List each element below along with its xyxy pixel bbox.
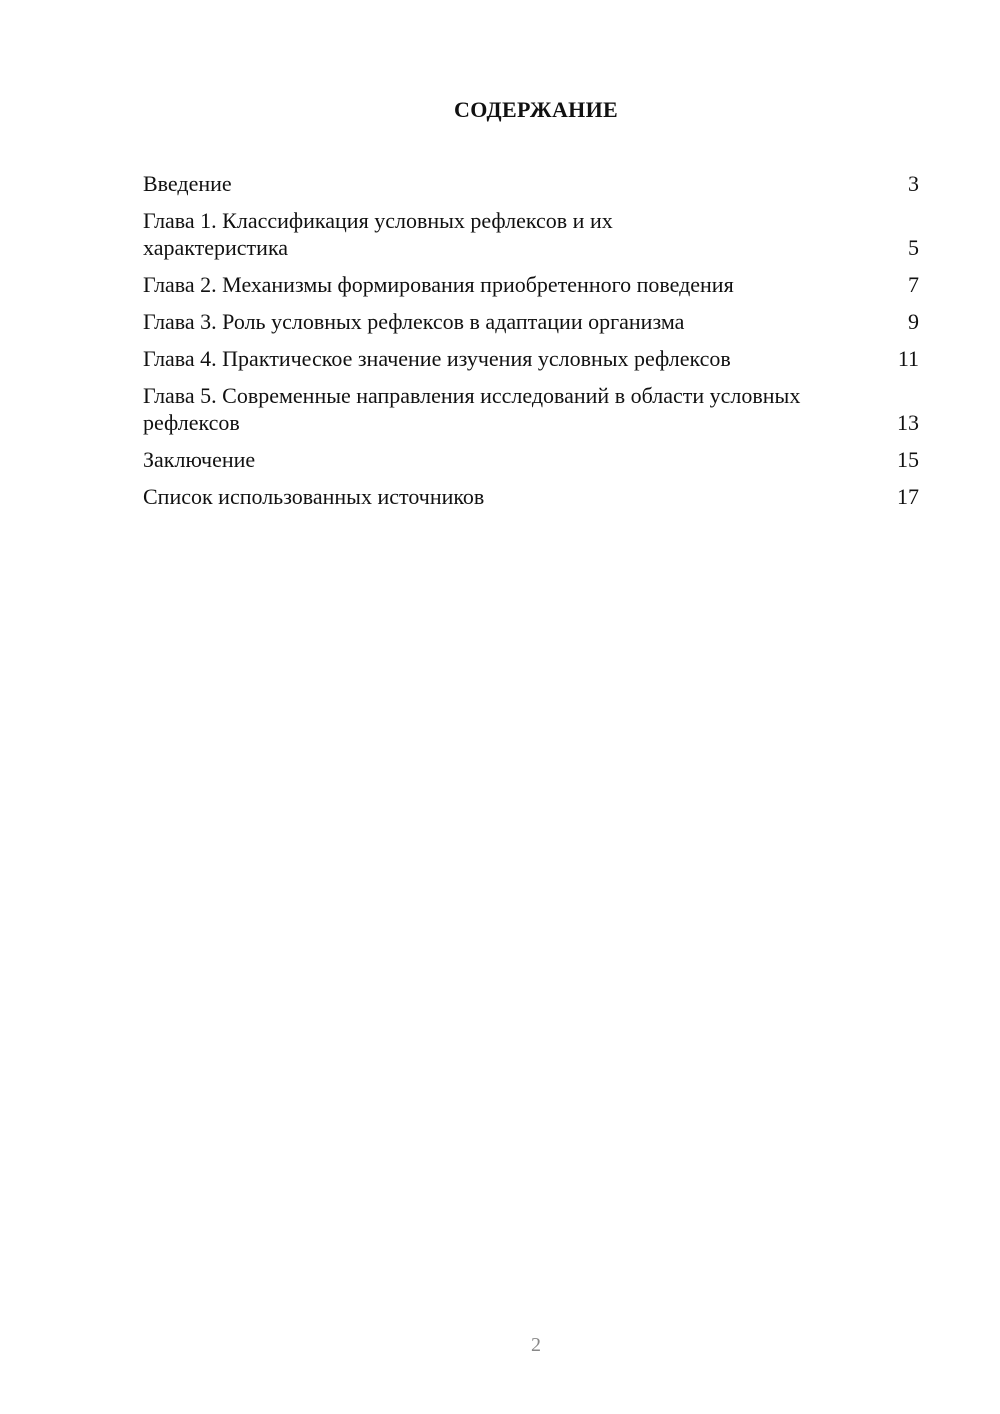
- toc-entry-text: Введение: [143, 171, 232, 196]
- toc-entry-chapter-1: [143, 207, 919, 261]
- toc-entry-text: Глава 5. Современные направления исследований в области условных рефлексов: [143, 383, 801, 435]
- toc-entry-text: Глава 1. Классификация условных рефлексов и их характеристика: [143, 208, 613, 260]
- page-title: СОДЕРЖАНИЕ: [454, 97, 618, 122]
- toc-entry-page: 17: [897, 484, 919, 509]
- table-of-contents: [143, 170, 919, 520]
- toc-entry-chapter-2: [143, 271, 919, 298]
- toc-entry-conclusion: [143, 446, 919, 473]
- toc-entry-text: Заключение: [143, 447, 256, 472]
- toc-entry-page: 3: [908, 171, 919, 196]
- page-number: 2: [531, 1334, 541, 1356]
- toc-entry-page: 11: [897, 346, 919, 371]
- toc-entry-page: 7: [908, 272, 919, 297]
- toc-entry-text: Список использованных источников: [143, 484, 485, 509]
- toc-entry-page: 9: [908, 309, 919, 334]
- toc-entry-chapter-5: [143, 382, 919, 436]
- toc-entry-chapter-3: [143, 308, 919, 335]
- toc-entry-introduction: [143, 170, 919, 197]
- toc-entry-text: Глава 4. Практическое значение изучения условных рефлексов: [143, 346, 731, 371]
- toc-entry-text: Глава 2. Механизмы формирования приобретенного поведения: [143, 272, 734, 297]
- toc-entry-references: [143, 483, 919, 510]
- toc-entry-page: 13: [897, 410, 919, 435]
- toc-entry-page: 15: [897, 447, 919, 472]
- toc-entry-text: Глава 3. Роль условных рефлексов в адаптации организма: [143, 309, 685, 334]
- toc-entry-chapter-4: [143, 345, 919, 372]
- toc-entry-page: 5: [908, 235, 919, 260]
